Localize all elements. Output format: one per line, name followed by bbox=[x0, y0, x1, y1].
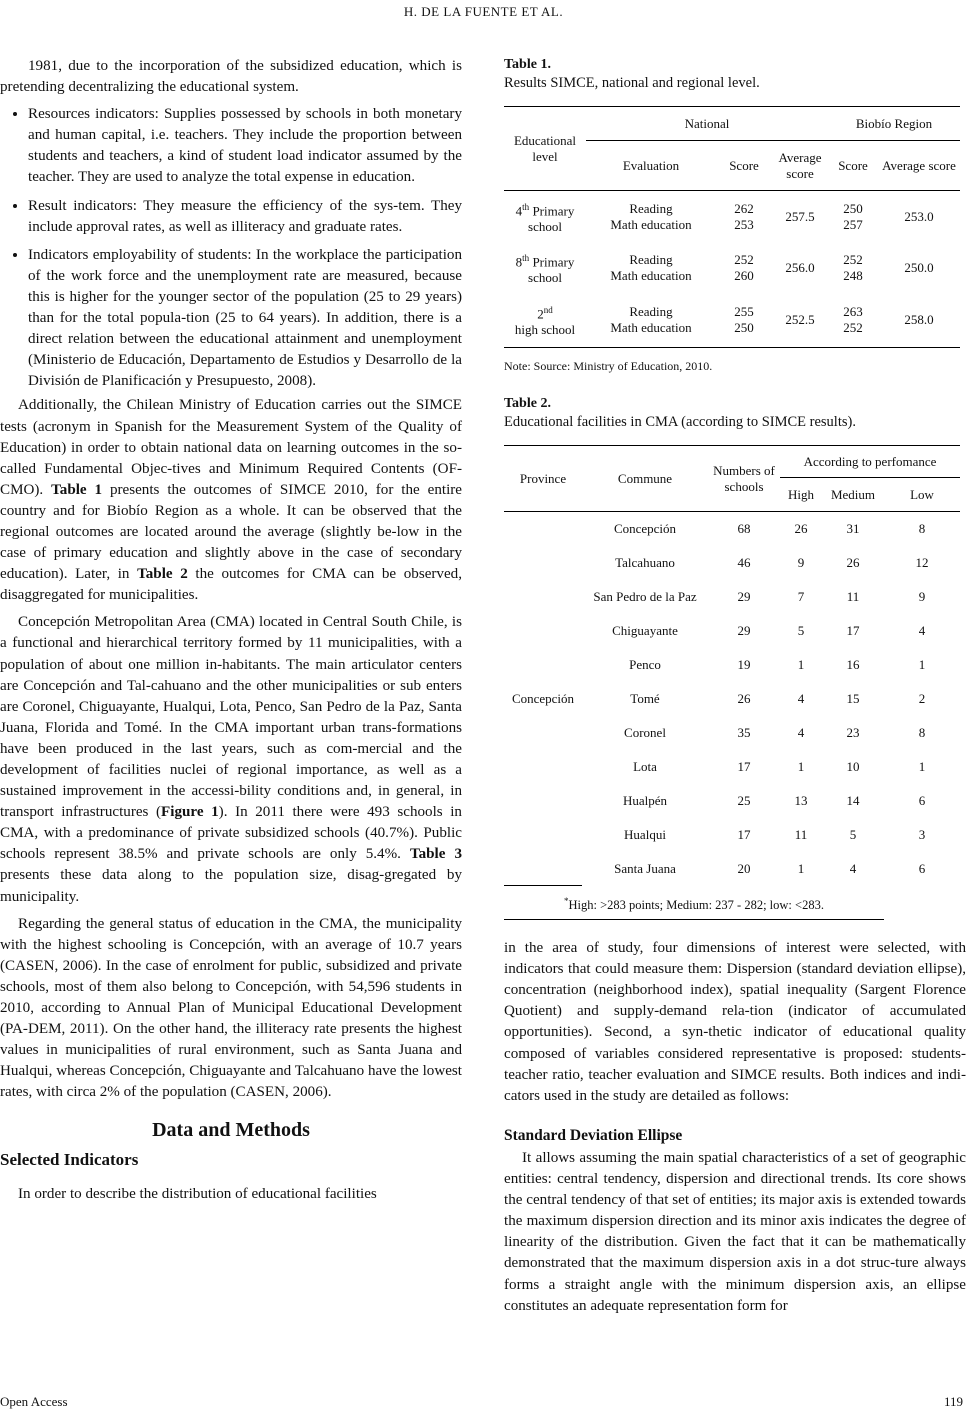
col-header: National bbox=[586, 107, 828, 141]
col-header: Average score bbox=[878, 141, 960, 191]
list-item: • Resources indicators: Supplies possessed by schools in both monetary and human capital, i.e. teachers. They include the proportion between students and teachers, a kind of student load indicator assumed by the teacher. They are used to analyze the total expense in education. bbox=[28, 104, 462, 188]
table1-caption: Results SIMCE, national and regional level. bbox=[504, 75, 760, 91]
table2-note: *High: >283 points; Medium: 237 - 282; low: <283. bbox=[504, 886, 884, 920]
footer-open-access: Open Access bbox=[0, 1394, 68, 1409]
table-row: Talcahuano 46 9 26 12 bbox=[615, 554, 929, 570]
paragraph: In order to describe the distribution of educational facilities bbox=[18, 1185, 377, 1202]
col-header: Evaluation bbox=[586, 141, 716, 191]
table2 bbox=[504, 445, 960, 920]
table-row: San Pedro de la Paz 29 7 11 9 bbox=[593, 588, 926, 604]
table2-note-row bbox=[504, 886, 960, 920]
col-header: Low bbox=[884, 478, 960, 512]
table-row: Tomé 26 4 15 2 bbox=[630, 690, 926, 706]
col-header: Score bbox=[716, 141, 772, 191]
paragraph: It allows assuming the main spatial characteristics of a set of geographic entities: central tendency, dispersion and directional trends. Its core shows the central tendency of that set of entities; its major axis is extended towards the maximum dispersion direction and its minor axis indicates the degree of linearity of the distribution. Given the fact that it can be mathematically demonstrated that the maximum dispersion axis in a dot struc-ture always forms a straight angle with the minimum dispersion axis, an ellipse constitutes an adequate representation form for bbox=[504, 1149, 966, 1314]
col-header: According to perfomance bbox=[780, 446, 960, 478]
left-column bbox=[0, 56, 462, 1205]
table-row: Santa Juana 20 1 4 6 bbox=[614, 860, 926, 876]
right-column bbox=[504, 56, 966, 1317]
table-row: Hualpén 25 13 14 6 bbox=[622, 792, 926, 808]
table-row: 4th Primary school Reading Math education 262 253 257.5 250 257 253.0 bbox=[515, 200, 934, 234]
table-row: Chiguayante 29 5 17 4 bbox=[612, 622, 926, 638]
table2-caption: Educational facilities in CMA (according to SIMCE results). bbox=[504, 414, 856, 431]
table-row: Lota 17 1 10 1 bbox=[633, 758, 926, 774]
col-header: Score bbox=[828, 141, 878, 191]
running-header: H. DE LA FUENTE ET AL. bbox=[403, 4, 564, 19]
paragraph: Concepción Metropolitan Area (CMA) located in Central South Chile, is a functional and hierarchical territory formed by 11 municipalities, with a population of about one million in-habitants. The main articulator centers are Concepción and Tal-cahuano and the other municipalities or sub enters are Coronel, Chiguayante, Hualqui, Lota, Penco, San Pedro de la Paz, Santa Juana, Florida and Tomé. In the CMA important urban trans-formations have been produced in the last years, such as com-mercial and the development of facilities nuclei of regional importance, as well as a sustained improvement in the accessi-bility conditions and, in general, in transport infrastructures (Figure 1). In 2011 there were 493 schools in CMA, with a predominance of private subsidized schools (40.7%). Public schools represent 38.5% and private schools are only 5.4%. Table 3 presents these data along to the population size, disag-gregated by municipality. bbox=[0, 614, 462, 905]
col-header: Medium bbox=[822, 478, 884, 512]
subsection-title: Selected Indicators bbox=[0, 1149, 139, 1169]
col-header: Commune bbox=[582, 446, 708, 512]
paragraph: in the area of study, four dimensions of interest were selected, with indicators that could measure them: Dispersion (standard deviation ellipse), concentration (neighborhood index), spatial inequality (Sargent Florence Quotient) and supply-demand rela-tion (indicator of accumulated opportunities). Second, a syn-thetic indicator of educational quality composed of variables considered representative is proposed: students-teacher ratio, teacher evaluation and SIMCE results. Both indices and indi-cators used in the study are detailed as follows: bbox=[504, 940, 966, 1104]
table-ref[interactable]: Table 3 bbox=[409, 846, 462, 863]
col-header: High bbox=[780, 478, 822, 512]
col-header: Province bbox=[504, 446, 582, 512]
table1-number: Table 1. bbox=[504, 57, 551, 72]
province-cell: Concepción bbox=[504, 512, 582, 886]
col-header: Average score bbox=[772, 141, 828, 191]
col-header: Biobío Region bbox=[828, 107, 960, 141]
col-header: Numbers of schools bbox=[708, 446, 780, 512]
paragraph: Regarding the general status of education in the CMA, the municipality with the highest schooling is Concepción, with an average of 10.7 years (CASEN, 2006). In the case of enrolment for public, subsidized and private schools, most of them also belong to Concepción, with 54,596 students in 2010, according to Annual Plan of Municipal Educational Development (PA-DEM, 2011). On the other hand, the illiteracy rate presents the highest values in municipalities of rural environment, such as Santa Juana and Hualqui, whereas Concepción, Chiguayante and Talcahuano have the lowest rates, with circa 2% of the population (CASEN, 2006). bbox=[0, 915, 462, 1101]
paragraph: 1981, due to the incorporation of the subsidized education, which is pretending decentralizing the educational system. bbox=[0, 58, 462, 96]
table-row: Concepción Concepción 68 26 31 8 bbox=[504, 512, 960, 546]
list-item: • Result indicators: They measure the efficiency of the sys-tem. They include approval rates, as well as illiteracy and graduate rates. bbox=[28, 196, 462, 238]
table-ref[interactable]: Table 1 bbox=[51, 481, 103, 498]
subsection-title: Standard Deviation Ellipse bbox=[504, 1126, 683, 1144]
indicator-list bbox=[0, 104, 462, 392]
page-number: 119 bbox=[943, 1394, 963, 1409]
table1 bbox=[504, 106, 960, 348]
table-row: Hualqui 17 11 5 3 bbox=[624, 826, 926, 842]
col-header: Educational level bbox=[513, 132, 577, 164]
section-title: Data and Methods bbox=[152, 1118, 310, 1141]
table-ref[interactable]: Table 2 bbox=[137, 566, 188, 583]
figure-ref[interactable]: Figure 1 bbox=[161, 804, 219, 821]
table1-note: Note: Source: Ministry of Education, 2010. bbox=[504, 359, 713, 373]
table-row: Coronel 35 4 23 8 bbox=[624, 724, 926, 740]
table-row: 2nd high school Reading Math education 255 250 252.5 263 252 258.0 bbox=[514, 304, 934, 338]
table-row: 8th Primary school Reading Math education 252 260 256.0 252 248 250.0 bbox=[515, 252, 934, 286]
table2-number: Table 2. bbox=[504, 396, 551, 412]
table-row: Penco 19 1 16 1 bbox=[629, 656, 926, 672]
paragraph: Additionally, the Chilean Ministry of Education carries out the SIMCE tests (acronym in Spanish for the Measurement System of the Quality of Education) in order to obtain national data on learning outcomes in the so-called Fundamental Objec-tives and Minimum Required Contents (OF-CMO). Table 1 presents the outcomes of SIMCE 2010, for the entire country and for Biobío Region as a whole. It can be observed that the regional outcomes are located around the average (slightly be-low in the case of primary education and slightly above in the case of secondary education). Later, in Table 2 the outcomes for CMA can be observed, disaggregated for municipalities. bbox=[0, 397, 462, 604]
list-item: • Indicators employability of students: In the workplace the participation of the work force and the unemployment rate are measured, because this is higher for the younger sector of the population (25 to 29 years) than for the total popula-tion (25 to 64 years). In addition, there is a direct relation between the educational attainment and unemployment (Ministerio de Educación, Departamento de Estudios y Desarrollo de la División de Planificación y Presupuesto, 2008). bbox=[28, 245, 462, 393]
